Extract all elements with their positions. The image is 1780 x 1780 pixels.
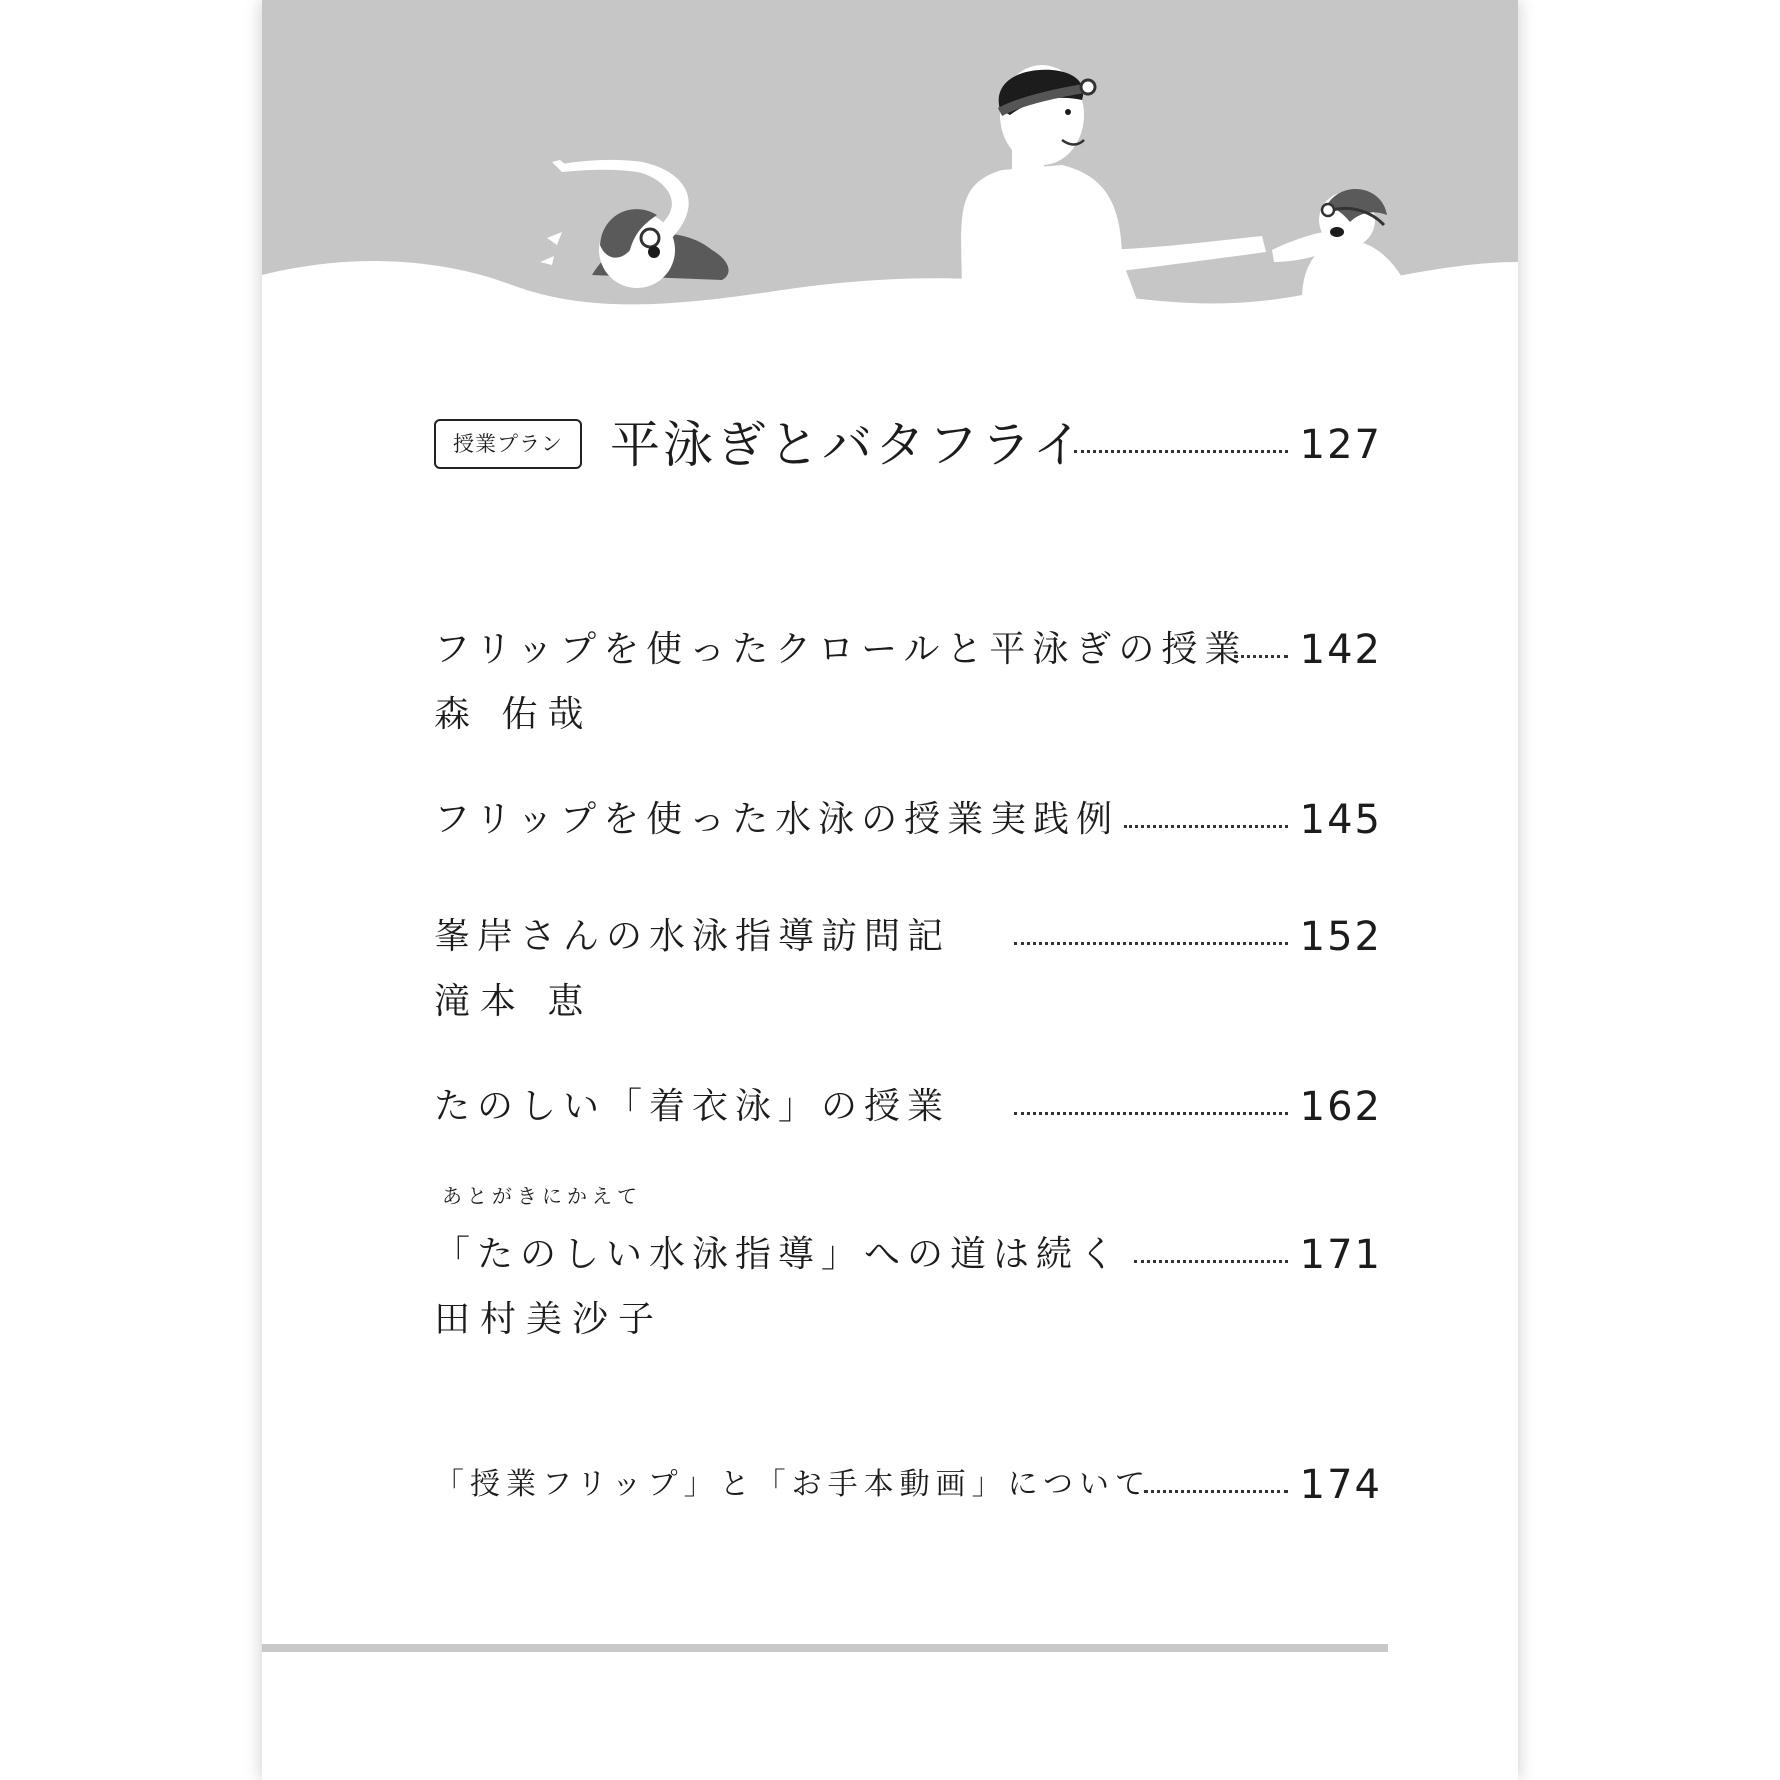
toc-page [262, 0, 1518, 1780]
page-number: 171 [1299, 1232, 1382, 1278]
toc-entry[interactable] [434, 1450, 1382, 1520]
page-number: 145 [1299, 797, 1382, 843]
entry-title: フリップを使ったクロールと平泳ぎの授業 [434, 629, 1248, 670]
dot-leader [1074, 450, 1288, 453]
entry-title: たのしい「着衣泳」の授業 [434, 1086, 951, 1127]
featured-title: 平泳ぎとバタフライ [610, 416, 1086, 474]
entry-title: 峯岸さんの水泳指導訪問記 [434, 916, 951, 957]
entry-title: 「授業フリップ」と「お手本動画」について [434, 1467, 1151, 1502]
swimming-lesson-illustration [262, 0, 1518, 320]
dot-leader [1014, 1112, 1288, 1115]
toc-entry[interactable] [434, 1184, 1382, 1350]
toc-entry[interactable] [434, 615, 1382, 745]
entry-title: フリップを使った水泳の授業実践例 [434, 799, 1120, 840]
dot-leader [1014, 942, 1288, 945]
entry-author: 森 佑哉 [434, 694, 594, 735]
entry-author: 滝本 恵 [434, 981, 594, 1022]
page-number: 174 [1299, 1462, 1382, 1508]
page-number: 142 [1299, 627, 1382, 673]
dot-leader [1144, 1490, 1288, 1493]
toc-entry[interactable] [434, 1072, 1382, 1142]
entry-ruby: あとがきにかえて [442, 1184, 642, 1208]
page-number: 127 [1299, 422, 1382, 468]
toc-featured-entry[interactable] [434, 410, 1382, 480]
toc-entry[interactable] [434, 902, 1382, 1032]
dot-leader [1124, 825, 1288, 828]
dot-leader [1134, 1260, 1288, 1263]
lesson-plan-badge: 授業プラン [434, 419, 582, 469]
entry-title: 「たのしい水泳指導」への道は続く [434, 1234, 1123, 1275]
page-number: 152 [1299, 914, 1382, 960]
dot-leader [1234, 655, 1288, 658]
page-number: 162 [1299, 1084, 1382, 1130]
toc-entry[interactable] [434, 785, 1382, 855]
entry-author: 田村美沙子 [434, 1299, 665, 1340]
bottom-rule [262, 1644, 1388, 1652]
